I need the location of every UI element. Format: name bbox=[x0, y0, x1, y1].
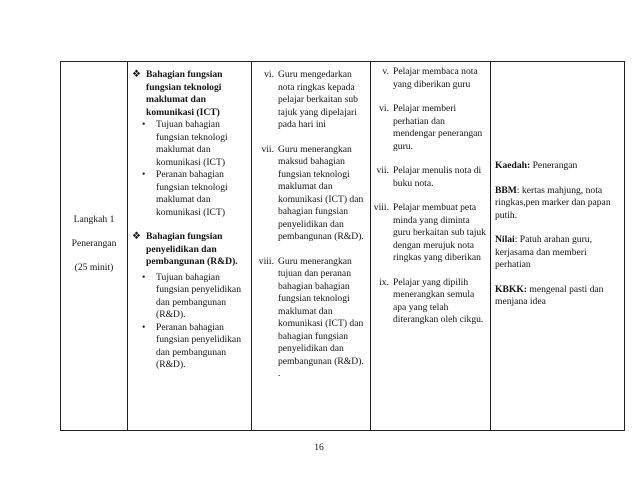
page-number: 16 bbox=[314, 442, 324, 453]
list-item: ix. Pelajar yang dipilih menerangkan semula apa yang telah diterangkan oleh cikgu. bbox=[379, 276, 484, 325]
section-heading: ❖ Bahagian fungsian penyelidikan dan pembangunan (R&D). bbox=[132, 231, 238, 267]
list-item: v. Pelajar membaca nota yang diberikan guru bbox=[382, 66, 478, 90]
list-item: vi. Guru mengedarkan nota ringkas kepada pelajar berkaitan sub tajuk yang dipelajari pada hari ini bbox=[264, 69, 358, 130]
aktiviti-pelajar-cell bbox=[371, 62, 491, 431]
list-item: viii. Pelajar membuat peta minda yang diminta guru berkaitan sub tajuk dengan merujuk nota ringkas yang diberikan bbox=[373, 202, 486, 263]
section-heading: ❖ Bahagian fungsian fungsian teknologi maklumat dan komunikasi (ICT) bbox=[132, 69, 223, 118]
list-item: vii. Pelajar menulis nota di buku nota. bbox=[376, 165, 482, 189]
list-item: vi. Pelajar memberi perhatian dan mendengar penerangan guru. bbox=[379, 103, 483, 152]
list-item: • Tujuan bahagian fungsian penyelidikan dan pembangunan (R&D). bbox=[142, 271, 241, 320]
bullet-icon: • bbox=[142, 271, 146, 283]
aktiviti-guru-cell bbox=[252, 62, 371, 431]
bbm-note: BBM: kertas mahjung, nota ringkas,pen marker dan papan putih. bbox=[495, 184, 611, 221]
bullet-icon: • bbox=[142, 119, 146, 130]
bullet-icon: • bbox=[142, 321, 146, 333]
kbkk-note: KBKK: mengenal pasti dan menjana idea bbox=[495, 283, 604, 307]
masa-label: (25 minit) bbox=[74, 262, 114, 273]
list-item: • Peranan bahagian fungsian penyelidikan dan pembangunan (R&D). bbox=[142, 321, 241, 370]
table-row bbox=[61, 62, 625, 431]
langkah-label: Langkah 1 bbox=[73, 214, 115, 225]
catatan-cell bbox=[491, 62, 625, 431]
bullet-icon: • bbox=[142, 169, 146, 180]
tajuk-label: Penerangan bbox=[71, 238, 117, 249]
list-item: vii. Guru menerangkan maksud bahagian fungsian teknologi maklumat dan komunikasi (ICT) dan bahagian fungsian penyelidikan dan pembangunan (R&D). bbox=[261, 143, 364, 242]
list-item: • Peranan bahagian fungsian teknologi maklumat dan komunikasi (ICT) bbox=[142, 169, 228, 218]
diamond-check-icon: ❖ bbox=[132, 69, 141, 80]
isi-kandungan-cell bbox=[128, 62, 252, 431]
list-item: viii. Guru menerangkan tujuan dan peranan bahagian bahagian fungsian teknologi maklumat dan komunikasi (ICT) dan bahagian fungsian penyelidikan dan pembangunan (R&D). . bbox=[258, 255, 364, 379]
kaedah-note: Kaedah: Penerangan bbox=[495, 160, 578, 171]
diamond-check-icon: ❖ bbox=[132, 231, 141, 242]
lesson-plan-table bbox=[60, 61, 625, 431]
nilai-note: Nilai: Patuh arahan guru, kerjasama dan memberi perhatian bbox=[495, 234, 592, 270]
langkah-cell bbox=[61, 62, 128, 431]
list-item: • Tujuan bahagian fungsian teknologi maklumat dan komunikasi (ICT) bbox=[142, 119, 228, 168]
